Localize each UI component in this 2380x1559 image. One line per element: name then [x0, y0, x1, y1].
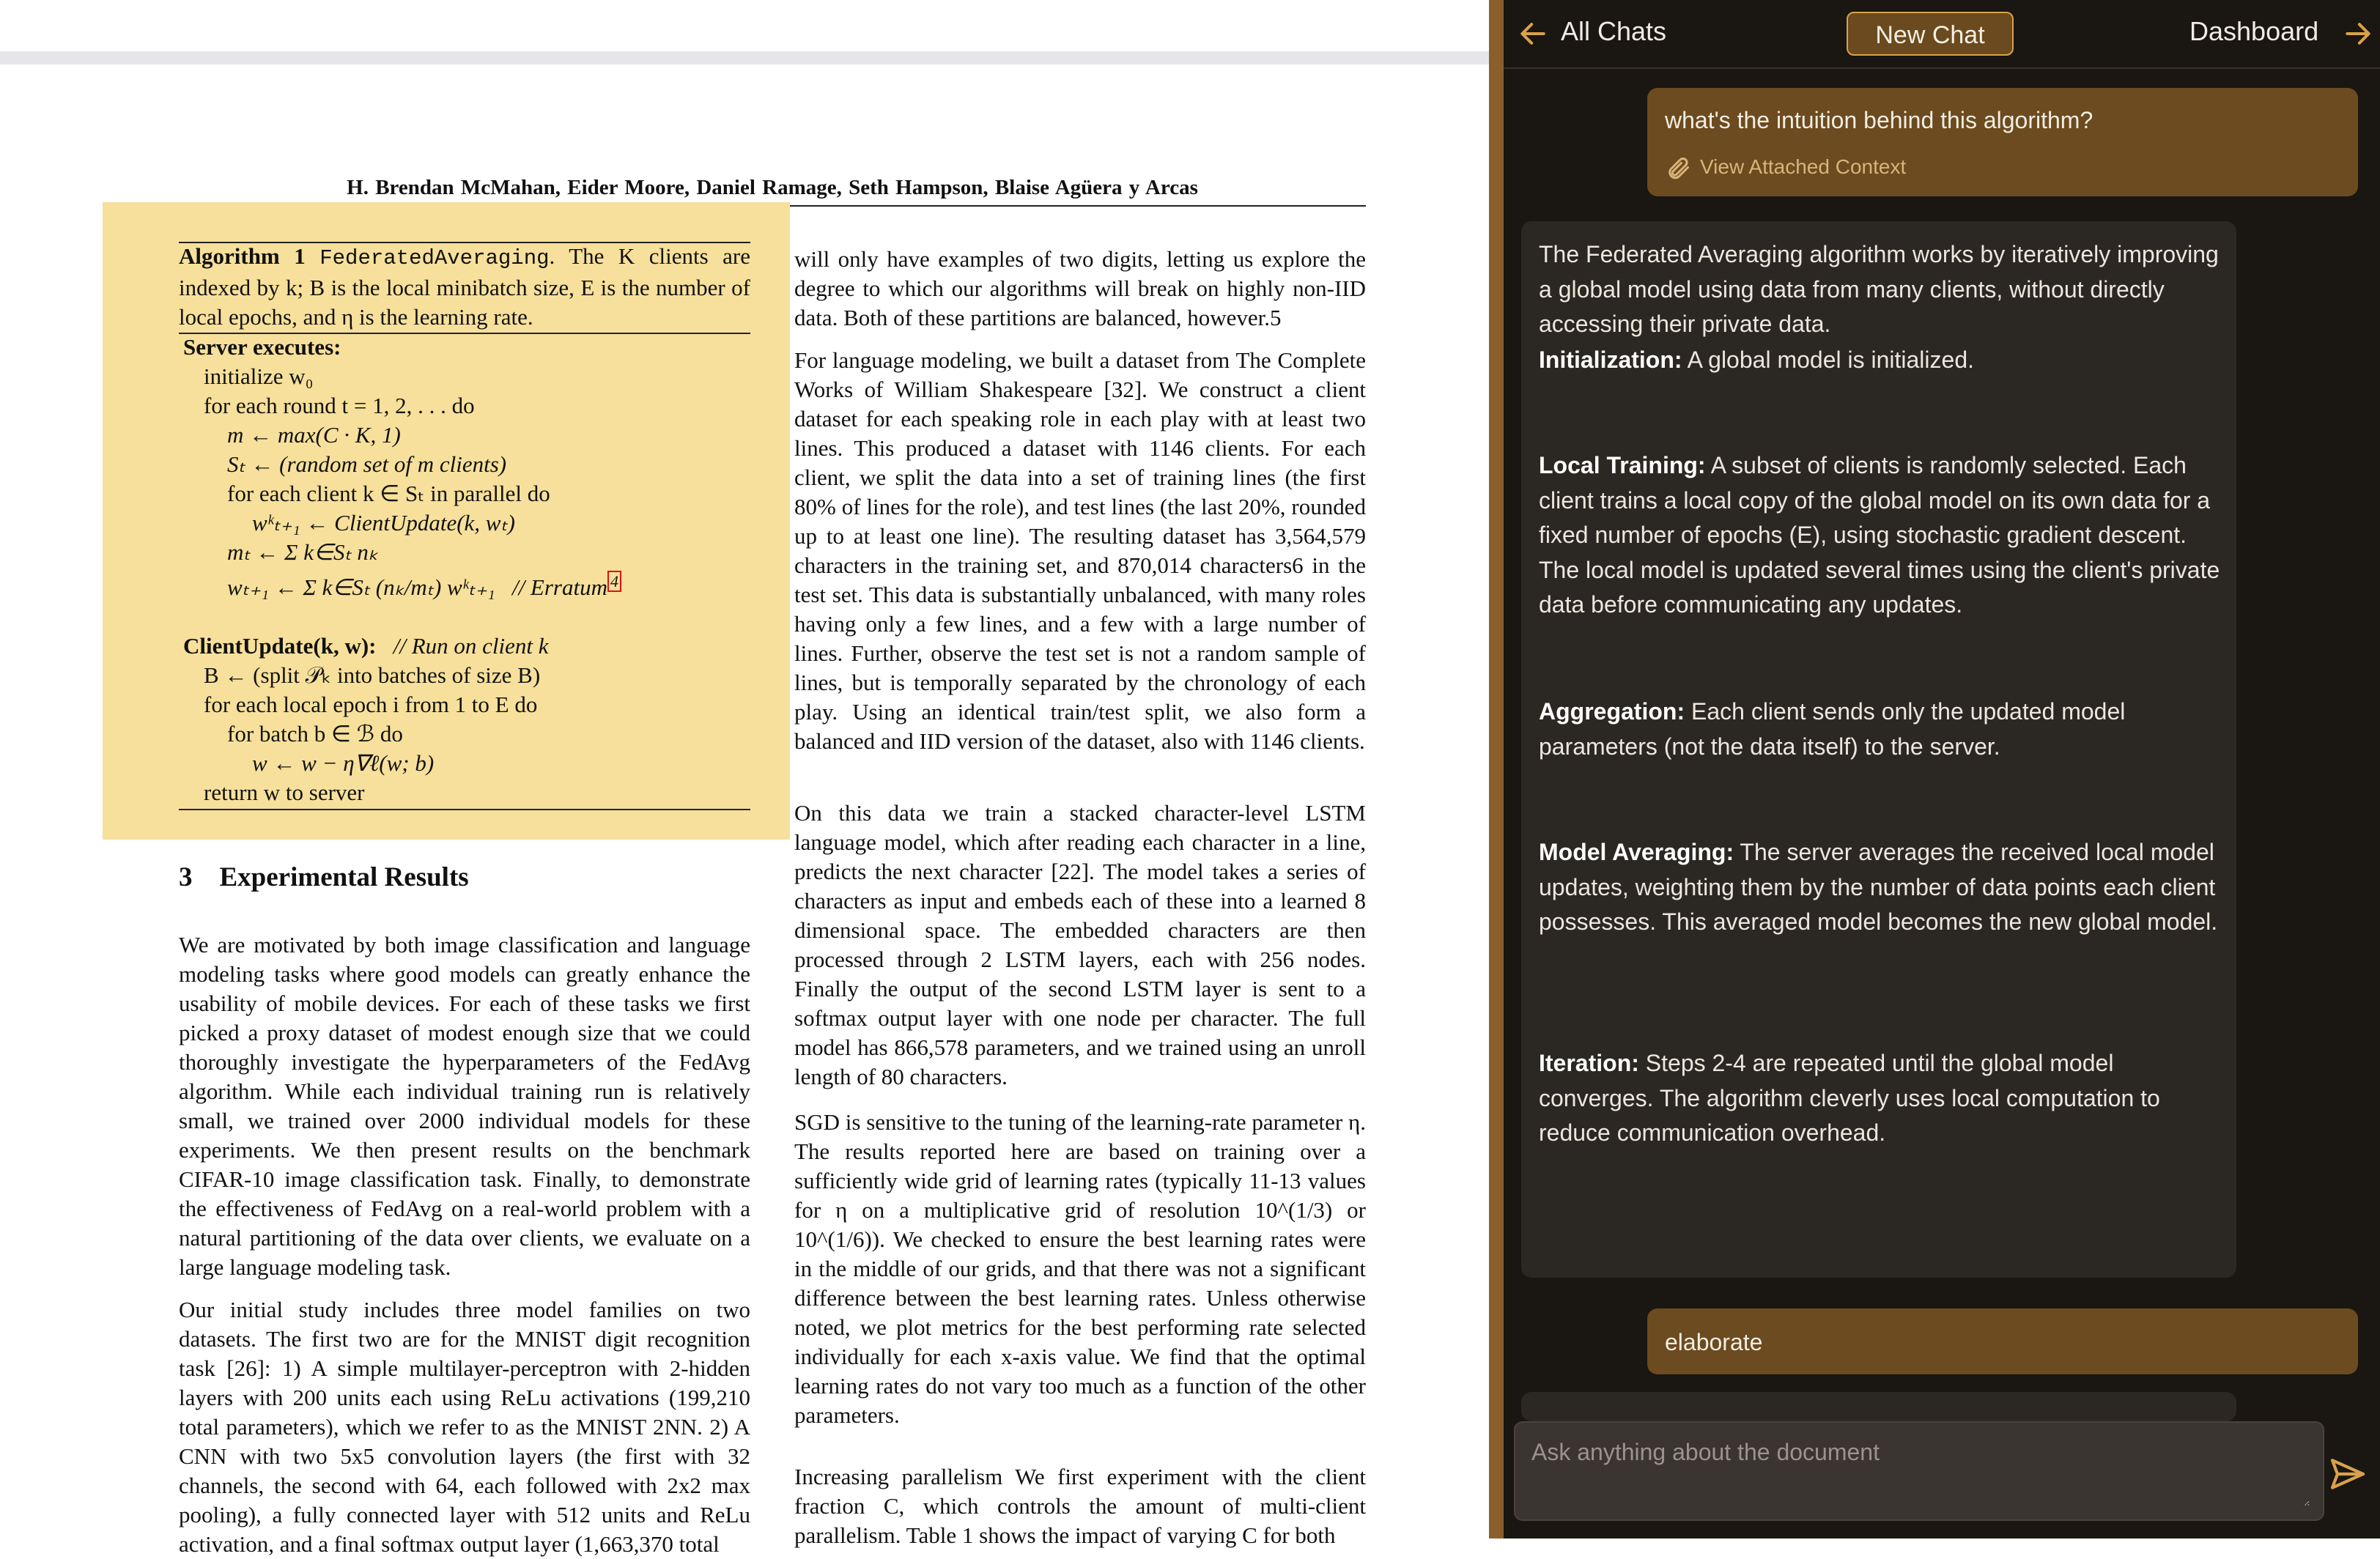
- run-comment: // Run on client k: [393, 633, 549, 659]
- paragraph: We are motivated by both image classification and language modeling tasks where good models can greatly enhance the usability of mobile devices. For each of these tasks we first picked a proxy dataset of modest enough size that we could thoroughly investigate the hyperparameters of the FedAvg algorithm. While each individual training run is relatively small, we trained over 2000 individual models for these experiments. We then present results on the benchmark CIFAR-10 image classification task. Finally, to demonstrate the effectiveness of FedAvg on a real-world problem with a natural partitioning of the data over clients, we evaluate on a large language modeling task.: [179, 932, 750, 1280]
- paragraph: On this data we train a stacked character-level LSTM language model, which after reading each character in a line, predicts the next character [22]. The model takes a series of characters as input and embeds each of these into a learned 8 dimensional space. The embedded characters are then processed through 2 LSTM layers, each with 256 nodes. Finally the output of the second LSTM layer is sent to a softmax output layer with one node per character. The full model has 866,578 parameters, and we trained using an unroll length of 80 characters.: [794, 800, 1366, 1089]
- algo-line: [183, 632, 549, 661]
- algo-line: [227, 573, 621, 602]
- algo-line: Sₜ ← (random set of m clients): [227, 451, 507, 477]
- chat-panel: [1504, 0, 2380, 1538]
- assistant-point-text: The server averages the received local model updates, weighting them by the number of data points each client possesses. This averaged model becomes the new global model.: [1539, 839, 2218, 935]
- assistant-point: [1539, 1046, 2220, 1151]
- all-chats-link[interactable]: All Chats: [1561, 16, 1667, 46]
- dashboard-link[interactable]: Dashboard: [2189, 16, 2319, 46]
- paper-authors: H. Brendan McMahan, Eider Moore, Daniel Ramage, Seth Hampson, Blaise Agüera y Arcas: [347, 176, 1198, 199]
- algo-line-text: ClientUpdate(k, w):: [183, 633, 377, 659]
- user-message-text: elaborate: [1665, 1329, 1763, 1355]
- assistant-message-loading: [1521, 1392, 2236, 1421]
- algo-line: for each local epoch i from 1 to E do: [204, 692, 538, 717]
- chat-header: [1504, 0, 2380, 69]
- erratum-comment: // Erratum: [511, 574, 607, 600]
- section-heading: [179, 862, 469, 893]
- algorithm-bottom-rule: [179, 809, 750, 810]
- algorithm-caption-text: . The K clients are indexed by k; B is the local minibatch size, E is the number of local epochs, and η is the learning rate.: [179, 243, 750, 330]
- assistant-point-text: Steps 2-4 are repeated until the global model converges. The algorithm cleverly uses local computation to reduce communication overhead.: [1539, 1050, 2160, 1146]
- algo-line: w ← w − η∇ℓ(w; b): [252, 750, 435, 776]
- section-title: Experimental Results: [219, 862, 469, 892]
- assistant-point-title: Iteration:: [1539, 1050, 1639, 1076]
- paragraph: Our initial study includes three model families on two datasets. The first two are for the MNIST digit recognition task [26]: 1) A simple multilayer-perceptron with 2-hidden layers with 200 units each using ReLu activations (199,210 total parameters), which we refer to as the MNIST 2NN. 2) A CNN with two 5x5 convolution layers (the first with 32 channels, the second with 64, each followed with 2x2 max pooling), a fully connected layer with 512 units and ReLu activation, and a final softmax output layer (1,663,370 total: [179, 1297, 750, 1557]
- algorithm-name: FederatedAveraging: [319, 246, 550, 270]
- paperclip-icon[interactable]: [1665, 155, 1691, 182]
- algo-line: Server executes:: [183, 334, 341, 360]
- new-chat-button[interactable]: New Chat: [1847, 12, 2014, 56]
- algorithm-label: Algorithm 1: [179, 243, 306, 269]
- algo-line: wᵏₜ₊₁ ← ClientUpdate(k, wₜ): [252, 510, 515, 536]
- paragraph: SGD is sensitive to the tuning of the learning-rate parameter η. The results reported here are based on training over a sufficiently wide grid of learning rates (typically 11-13 values for η on a multiplicative grid of resolution 10^(1/3) or 10^(1/6)). We checked to ensure the best learning rates were in the middle of our grids, and that there was not a significant difference between the best learning rates. Unless otherwise noted, we plot metrics for the best performing rate selected individually for each x-axis value. We find that the optimal learning rates do not vary too much as a function of the other parameters.: [794, 1109, 1366, 1428]
- arrow-right-icon[interactable]: [2342, 18, 2374, 50]
- assistant-point-title: Aggregation:: [1539, 698, 1685, 725]
- algo-line: for batch b ∈ ℬ do: [227, 721, 403, 747]
- view-attached-context-link[interactable]: View Attached Context: [1700, 155, 1907, 178]
- assistant-point-title: Initialization:: [1539, 347, 1682, 373]
- assistant-point-title: Local Training:: [1539, 452, 1706, 478]
- algo-line: mₜ ← Σ k∈Sₜ nₖ: [227, 539, 379, 565]
- paragraph: Increasing parallelism We first experiment with the client fraction C, which controls the amount of multi-client parallelism. Table 1 shows the impact of varying C for both: [794, 1464, 1366, 1548]
- algo-line: initialize w₀: [204, 363, 314, 389]
- send-icon[interactable]: [2327, 1454, 2368, 1495]
- arrow-left-icon[interactable]: [1517, 18, 1549, 50]
- assistant-intro: The Federated Averaging algorithm works by iteratively improving a global model using data from many clients, without directly accessing their private data.: [1539, 241, 2219, 337]
- user-message-text: what's the intuition behind this algorithm?: [1665, 107, 2093, 133]
- section-number: 3: [179, 862, 193, 892]
- algo-line: B ← (split 𝒫ₖ into batches of size B): [204, 662, 541, 688]
- assistant-point-text: Each client sends only the updated model parameters (not the data itself) to the server.: [1539, 698, 2126, 760]
- algo-line: return w to server: [204, 780, 365, 805]
- assistant-point-text: A global model is initialized.: [1682, 347, 1974, 373]
- assistant-point-title: Model Averaging:: [1539, 839, 1734, 865]
- assistant-point-text: A subset of clients is randomly selected. Each client trains a local copy of the global model on its own data for a fixed number of epochs (E), using stochastic gradient descent. The local model is updated several times using the client's private data before communicating any updates.: [1539, 452, 2220, 618]
- assistant-point: [1539, 448, 2220, 623]
- chat-input[interactable]: [1530, 1437, 2310, 1506]
- assistant-point: [1539, 695, 2220, 764]
- algo-line: m ← max(C · K, 1): [227, 422, 401, 448]
- paragraph: will only have examples of two digits, letting us explore the degree to which our algorithms will break on highly non-IID data. Both of these partitions are balanced, however.5: [794, 246, 1366, 330]
- algo-line-text: wₜ₊₁ ← Σ k∈Sₜ (nₖ/mₜ) wᵏₜ₊₁: [227, 574, 495, 600]
- chat-input-box[interactable]: [1514, 1421, 2324, 1521]
- algo-line: for each round t = 1, 2, . . . do: [204, 393, 475, 418]
- algorithm-caption: [179, 242, 750, 332]
- user-message: [1647, 1308, 2358, 1374]
- user-message: [1647, 88, 2358, 196]
- pdf-page-separator: [0, 51, 1489, 64]
- panel-resize-handle[interactable]: [1489, 0, 1504, 1538]
- assistant-message: [1521, 221, 2236, 1278]
- message-list[interactable]: [1504, 69, 2380, 1410]
- erratum-link[interactable]: 4: [607, 571, 621, 592]
- assistant-point: [1539, 835, 2220, 940]
- paragraph: For language modeling, we built a dataset from The Complete Works of William Shakespeare [32]. We construct a client dataset for each speaking role in each play with at least two lines. This produced a dataset with 1146 clients. For each client, we split the data into a set of training lines (the first 80% of lines for the role), and test lines (the last 20%, rounded up to at least one line). The resulting dataset has 3,564,579 characters in the training set, and 870,014 characters6 in the test set. This data is substantially unbalanced, with many roles having only a few lines, and a few with a large number of lines. Further, observe the test set is not a random sample of lines, but is temporally separated by the chronology of each play. Using an identical train/test split, we also form a balanced and IID version of the dataset, also with 1146 clients.: [794, 347, 1366, 754]
- algo-line: for each client k ∈ Sₜ in parallel do: [227, 481, 550, 506]
- assistant-point: [1539, 343, 2220, 378]
